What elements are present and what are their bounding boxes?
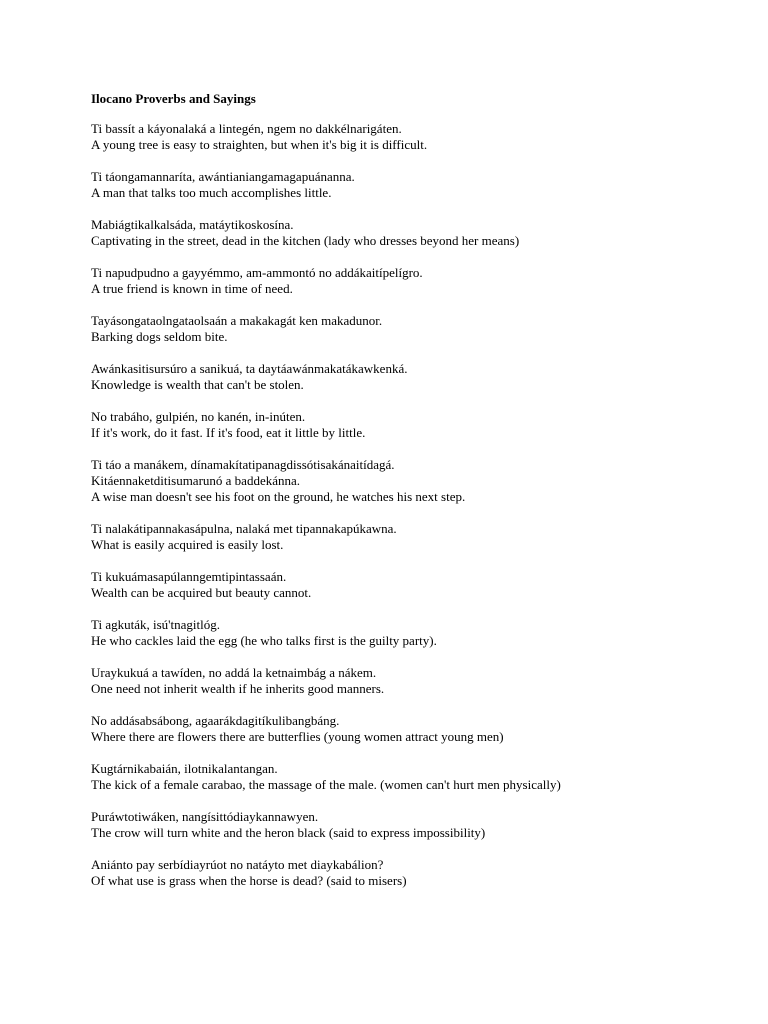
proverb-block: [91, 313, 731, 345]
proverb-translation: What is easily acquired is easily lost.: [91, 537, 284, 552]
proverb-translation: Of what use is grass when the horse is dead? (said to misers): [91, 873, 407, 888]
proverb-translation: He who cackles laid the egg (he who talks first is the guilty party).: [91, 633, 437, 648]
proverb-block: [91, 665, 731, 697]
proverb-block: [91, 217, 731, 249]
proverb-translation: A wise man doesn't see his foot on the ground, he watches his next step.: [91, 489, 466, 504]
proverb-ilocano-line: Ti táo a manákem, dínamakítatipanagdissótisakánaitídagá.: [91, 457, 395, 472]
proverb-ilocano-line: Tayásongataolngataolsaán a makakagát ken makadunor.: [91, 313, 383, 328]
proverb-translation: A true friend is known in time of need.: [91, 281, 293, 296]
proverb-ilocano-line: Ti bassít a káyonalaká a lintegén, ngem no dakkélnarigáten.: [91, 121, 402, 136]
proverb-ilocano-line: Kitáennaketditisumarunó a baddekánna.: [91, 473, 301, 488]
proverb-block: [91, 617, 731, 649]
proverb-block: [91, 361, 731, 393]
proverb-ilocano-line: Ti táongamannaríta, awántianiangamagapuánanna.: [91, 169, 355, 184]
proverb-ilocano-line: Mabiágtikalkalsáda, matáytikoskosína.: [91, 217, 294, 232]
proverb-block: [91, 121, 731, 153]
proverb-ilocano-line: No trabáho, gulpién, no kanén, in-inúten.: [91, 409, 306, 424]
proverb-translation: Where there are flowers there are butterflies (young women attract young men): [91, 729, 504, 744]
proverb-ilocano-line: Awánkasitisursúro a sanikuá, ta daytáawánmakatákawkenká.: [91, 361, 408, 376]
proverb-translation: Wealth can be acquired but beauty cannot.: [91, 585, 312, 600]
proverb-list: [91, 121, 731, 889]
proverb-ilocano-line: Puráwtotiwáken, nangísittódiaykannawyen.: [91, 809, 319, 824]
proverb-translation: If it's work, do it fast. If it's food, eat it little by little.: [91, 425, 366, 440]
proverb-block: [91, 265, 731, 297]
proverb-block: [91, 809, 731, 841]
document-page: [91, 91, 731, 905]
proverb-ilocano-line: No addásabsábong, agaarákdagitíkulibangbáng.: [91, 713, 340, 728]
proverb-translation: The kick of a female carabao, the massage of the male. (women can't hurt men physically): [91, 777, 561, 792]
proverb-block: [91, 409, 731, 441]
proverb-translation: A young tree is easy to straighten, but when it's big it is difficult.: [91, 137, 428, 152]
proverb-ilocano-line: Kugtárnikabaián, ilotnikalantangan.: [91, 761, 278, 776]
proverb-ilocano-line: Aniánto pay serbídiayrúot no natáyto met diaykabálion?: [91, 857, 384, 872]
proverb-block: [91, 169, 731, 201]
proverb-ilocano-line: Uraykukuá a tawíden, no addá la ketnaimbág a nákem.: [91, 665, 377, 680]
proverb-ilocano-line: Ti agkuták, isú'tnagitlóg.: [91, 617, 220, 632]
proverb-ilocano-line: Ti nalakátipannakasápulna, nalaká met tipannakapúkawna.: [91, 521, 397, 536]
proverb-translation: Captivating in the street, dead in the kitchen (lady who dresses beyond her means): [91, 233, 520, 248]
proverb-ilocano-line: Ti kukuámasapúlanngemtipintassaán.: [91, 569, 287, 584]
proverb-translation: One need not inherit wealth if he inherits good manners.: [91, 681, 385, 696]
proverb-translation: A man that talks too much accomplishes little.: [91, 185, 332, 200]
proverb-ilocano-line: Ti napudpudno a gayyémmo, am-ammontó no addákaitípelígro.: [91, 265, 423, 280]
proverb-translation: Knowledge is wealth that can't be stolen.: [91, 377, 304, 392]
proverb-block: [91, 857, 731, 889]
proverb-block: [91, 521, 731, 553]
proverb-block: [91, 761, 731, 793]
document-title: Ilocano Proverbs and Sayings: [91, 91, 256, 106]
proverb-block: [91, 569, 731, 601]
proverb-block: [91, 457, 731, 505]
proverb-block: [91, 713, 731, 745]
proverb-translation: The crow will turn white and the heron black (said to express impossibility): [91, 825, 486, 840]
proverb-translation: Barking dogs seldom bite.: [91, 329, 228, 344]
